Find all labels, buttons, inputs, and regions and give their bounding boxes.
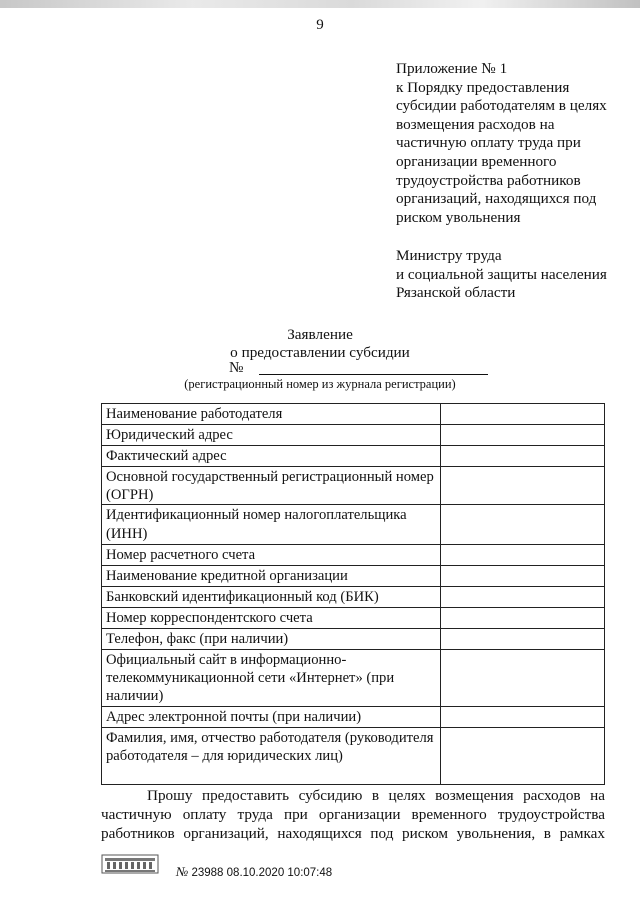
application-title: Заявление	[287, 326, 353, 343]
table-row	[102, 607, 605, 628]
table-row	[102, 446, 605, 467]
stamp-number: 23988	[191, 867, 224, 879]
table-row	[102, 505, 605, 545]
row-value[interactable]	[440, 545, 604, 566]
registration-number-field[interactable]	[259, 374, 488, 375]
appendix-line: трудоустройства работников	[396, 171, 581, 189]
appendix-line: частичную оплату труда при	[396, 134, 581, 152]
row-label: Идентификационный номер налогоплательщика (ИНН)	[102, 505, 441, 545]
stamp-datetime: 08.10.2020 10:07:48	[226, 867, 333, 879]
row-value[interactable]	[440, 649, 604, 706]
request-paragraph	[101, 786, 605, 843]
addressee-line: Министру труда	[396, 247, 502, 264]
row-value[interactable]	[440, 727, 604, 784]
row-label: Телефон, факс (при наличии)	[102, 628, 441, 649]
appendix-line: организации временного	[396, 152, 557, 170]
row-value[interactable]	[440, 404, 604, 425]
row-value[interactable]	[440, 607, 604, 628]
addressee-block	[396, 247, 631, 303]
application-subtitle: о предоставлении субсидии	[230, 344, 410, 361]
document-registration-stamp	[176, 864, 332, 880]
row-label: Адрес электронной почты (при наличии)	[102, 706, 441, 727]
appendix-line: субсидии работодателям в целях	[396, 97, 607, 115]
appendix-line: возмещения расходов на	[396, 115, 555, 133]
stamp-number-mark: №	[176, 864, 189, 879]
row-label: Основной государственный регистрационный номер (ОГРН)	[102, 467, 441, 505]
appendix-line: Приложение № 1	[396, 60, 508, 77]
table-row	[102, 566, 605, 586]
employer-info-table	[101, 403, 605, 785]
row-label: Наименование работодателя	[102, 404, 441, 425]
row-value[interactable]	[440, 446, 604, 467]
row-label: Официальный сайт в информационно-телекоммуникационной сети «Интернет» (при наличии)	[102, 649, 441, 706]
row-label: Фактический адрес	[102, 446, 441, 467]
row-value[interactable]	[440, 628, 604, 649]
table-row	[102, 545, 605, 566]
row-value[interactable]	[440, 586, 604, 607]
table-row	[102, 727, 605, 784]
page-number: 9	[316, 17, 324, 33]
row-value[interactable]	[440, 706, 604, 727]
registration-note: (регистрационный номер из журнала регистрации)	[184, 377, 456, 391]
paragraph-line: частичную оплату труда при организации временного трудоустройства	[101, 806, 605, 823]
table-row	[102, 706, 605, 727]
row-label: Номер корреспондентского счета	[102, 607, 441, 628]
appendix-line: к Порядку предоставления	[396, 78, 570, 96]
row-label: Юридический адрес	[102, 425, 441, 446]
row-label: Фамилия, имя, отчество работодателя (руководителя работодателя – для юридических лиц)	[102, 727, 441, 784]
scan-edge-artifact	[0, 0, 640, 8]
table-row	[102, 425, 605, 446]
table-row	[102, 467, 605, 505]
registration-number-label: №	[229, 359, 244, 376]
paragraph-line: работников организаций, находящихся под риском увольнения, в рамках	[101, 825, 605, 842]
row-value[interactable]	[440, 505, 604, 545]
row-label: Номер расчетного счета	[102, 545, 441, 566]
row-value[interactable]	[440, 566, 604, 586]
table-row	[102, 404, 605, 425]
row-label: Наименование кредитной организации	[102, 566, 441, 586]
addressee-line: и социальной защиты населения	[396, 265, 607, 283]
table-row	[102, 586, 605, 607]
table-row	[102, 628, 605, 649]
appendix-header	[396, 60, 621, 227]
row-value[interactable]	[440, 467, 604, 505]
appendix-line: риском увольнения	[396, 208, 521, 226]
addressee-line: Рязанской области	[396, 284, 516, 302]
paragraph-line: Прошу предоставить субсидию в целях возмещения расходов на	[147, 787, 605, 804]
government-building-stamp-icon	[101, 854, 159, 874]
table-row	[102, 649, 605, 706]
row-value[interactable]	[440, 425, 604, 446]
row-label: Банковский идентификационный код (БИК)	[102, 586, 441, 607]
appendix-line: организаций, находящихся под	[396, 190, 597, 208]
